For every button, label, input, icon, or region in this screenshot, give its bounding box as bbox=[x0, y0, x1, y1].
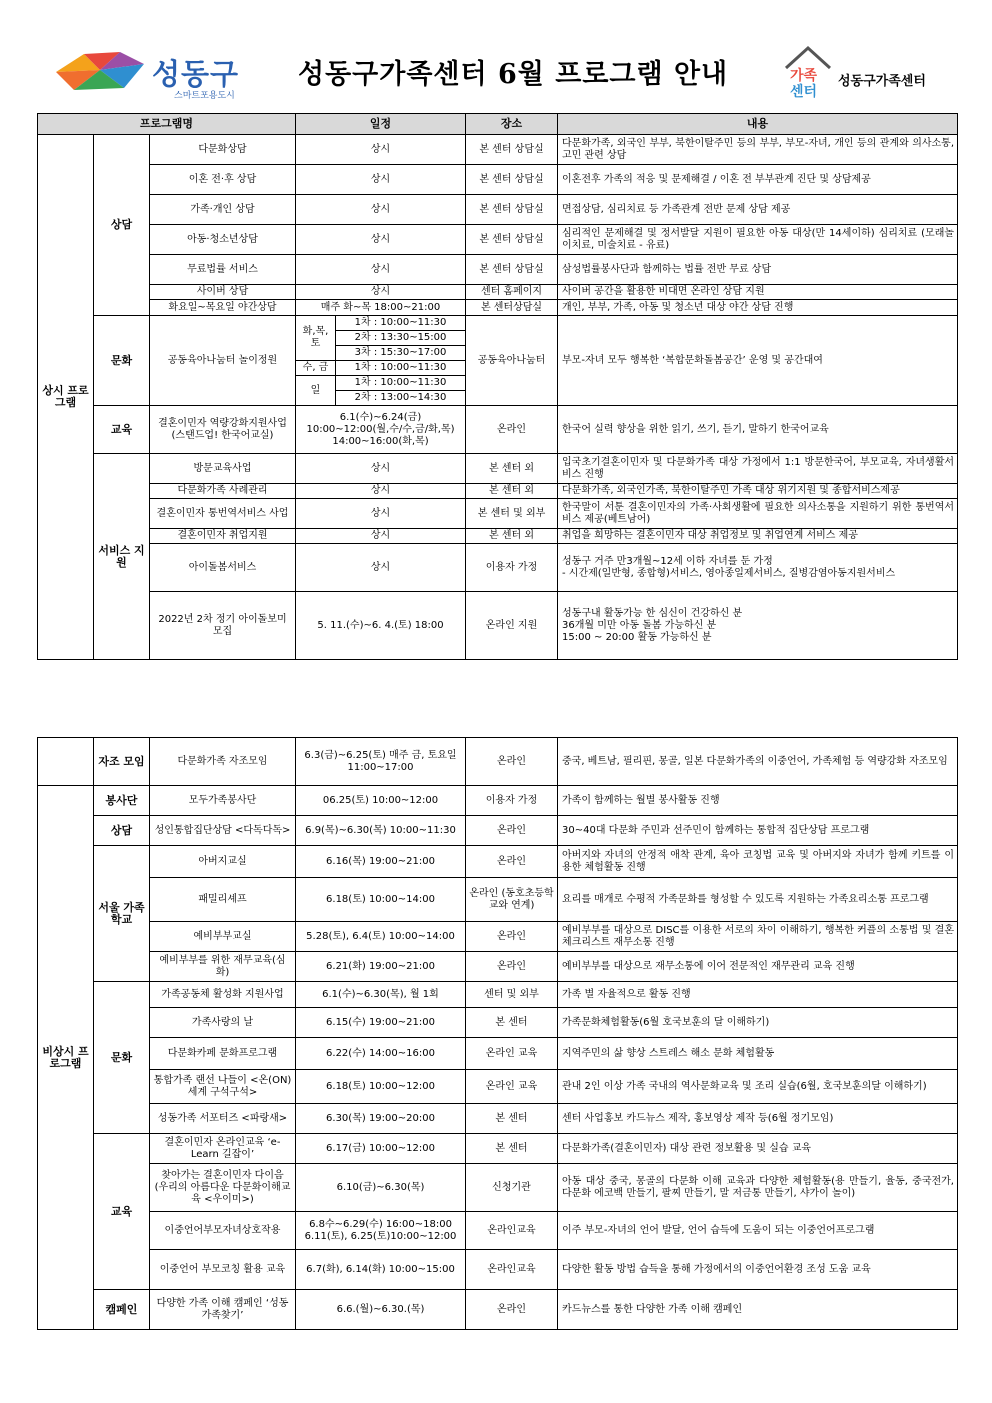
content-line: - 시간제(일반형, 종합형)서비스, 영아종일제서비스, 질병감염아동지원서비스 bbox=[562, 567, 896, 579]
logo-mark-2: 센터 bbox=[790, 84, 818, 100]
schedule-days: 수, 금 bbox=[296, 361, 336, 376]
schedule: 상시 bbox=[296, 499, 466, 529]
schedule: 6.18(토) 10:00~12:00 bbox=[296, 1070, 466, 1104]
table-row bbox=[38, 1250, 958, 1290]
schedule-slot: 2차 : 13:00~14:30 bbox=[336, 391, 466, 406]
schedule: 상시 bbox=[296, 255, 466, 285]
table-row bbox=[38, 285, 958, 300]
table-row bbox=[38, 135, 958, 165]
content-line: 성동구 거주 만3개월~12세 이하 자녀를 둔 가정 bbox=[562, 555, 773, 567]
schedule: 상시 bbox=[296, 225, 466, 255]
place: 본 센터 외 bbox=[466, 529, 558, 544]
content: 관내 2인 이상 가족 국내의 역사문화교육 및 조리 실습(6월, 호국보훈의달 이해하기) bbox=[558, 1070, 958, 1104]
content: 지역주민의 삶 향상 스트레스 해소 문화 체험활동 bbox=[558, 1038, 958, 1070]
content: 중국, 베트남, 필리핀, 몽골, 일본 다문화가족의 이중언어, 가족체험 등 역량강화 자조모임 bbox=[558, 738, 958, 786]
place: 본 센터 bbox=[466, 1134, 558, 1164]
content: 개인, 부부, 가족, 아동 및 청소년 대상 야간 상담 진행 bbox=[558, 300, 958, 316]
category-label: 서비스 지원 bbox=[94, 454, 150, 660]
schedule-slot: 1차 : 10:00~11:30 bbox=[336, 316, 466, 331]
page-header bbox=[0, 0, 992, 110]
content: 30~40대 다문화 주민과 선주민이 함께하는 통합적 집단상담 프로그램 bbox=[558, 816, 958, 846]
schedule: 6.21(화) 19:00~21:00 bbox=[296, 952, 466, 982]
category-label: 자조 모임 bbox=[94, 738, 150, 786]
content-line: 36개월 미만 아동 돌봄 가능하신 분 bbox=[562, 619, 717, 631]
program-name: 찾아가는 결혼이민자 다이음 (우리의 아름다운 다문화이해교육 <우이미>) bbox=[150, 1164, 296, 1212]
schedule: 06.25(토) 10:00~12:00 bbox=[296, 786, 466, 816]
program-name: 방문교육사업 bbox=[150, 454, 296, 484]
table-row bbox=[38, 952, 958, 982]
schedule: 상시 bbox=[296, 544, 466, 592]
place: 이용자 가정 bbox=[466, 544, 558, 592]
schedule-slot: 1차 : 10:00~11:30 bbox=[336, 361, 466, 376]
category-label: 봉사단 bbox=[94, 786, 150, 816]
content: 가족 별 자율적으로 활동 진행 bbox=[558, 982, 958, 1008]
program-name: 통합가족 랜선 나들이 <온(ON)세계 구석구석> bbox=[150, 1070, 296, 1104]
place: 온라인 bbox=[466, 816, 558, 846]
place: 본 센터 상담실 bbox=[466, 255, 558, 285]
seongdong-logo bbox=[54, 50, 304, 100]
table-row bbox=[38, 1038, 958, 1070]
schedule: 6.8수~6.29(수) 16:00~18:00 6.11(토), 6.25(토)10:00~12:00 bbox=[296, 1212, 466, 1250]
table-row bbox=[38, 982, 958, 1008]
logo-name: 성동구 bbox=[152, 57, 240, 91]
schedule: 상시 bbox=[296, 195, 466, 225]
schedule: 6.30(목) 19:00~20:00 bbox=[296, 1104, 466, 1134]
program-name: 성인통합집단상담 <다독다독> bbox=[150, 816, 296, 846]
table-row bbox=[38, 499, 958, 529]
table-row bbox=[38, 225, 958, 255]
place: 본 센터 bbox=[466, 1008, 558, 1038]
table-row bbox=[38, 922, 958, 952]
program-name: 이중언어부모자녀상호작용 bbox=[150, 1212, 296, 1250]
category-label: 교육 bbox=[94, 1134, 150, 1290]
content: 사이버 공간을 활용한 비대면 온라인 상담 지원 bbox=[558, 285, 958, 300]
schedule-days: 화,목,토 bbox=[296, 316, 336, 361]
place: 온라인 교육 bbox=[466, 1070, 558, 1104]
schedule: 6.3(금)~6.25(토) 매주 금, 토요일 11:00~17:00 bbox=[296, 738, 466, 786]
header-schedule: 일정 bbox=[296, 114, 466, 135]
schedule: 6.1(수)~6.30(목), 월 1회 bbox=[296, 982, 466, 1008]
schedule: 6.7(화), 6.14(화) 10:00~15:00 bbox=[296, 1250, 466, 1290]
program-name: 결혼이민자 취업지원 bbox=[150, 529, 296, 544]
table-row bbox=[38, 1008, 958, 1038]
table-row bbox=[38, 529, 958, 544]
table-row bbox=[38, 484, 958, 499]
place: 본 센터 및 외부 bbox=[466, 499, 558, 529]
program-name: 아버지교실 bbox=[150, 846, 296, 878]
logo-mark-1: 가족 bbox=[790, 68, 818, 84]
irregular-program-table bbox=[37, 737, 958, 1330]
place: 본 센터 상담실 bbox=[466, 135, 558, 165]
seongdong-logo-icon bbox=[54, 50, 146, 96]
header-program: 프로그램명 bbox=[38, 114, 296, 135]
program-name: 이중언어 부모코칭 활용 교육 bbox=[150, 1250, 296, 1290]
place: 온라인 bbox=[466, 952, 558, 982]
family-center-name: 성동구가족센터 bbox=[838, 74, 926, 89]
schedule: 상시 bbox=[296, 484, 466, 499]
content: 한국어 실력 향상을 위한 읽기, 쓰기, 듣기, 말하기 한국어교육 bbox=[558, 406, 958, 454]
place: 온라인 bbox=[466, 846, 558, 878]
program-name: 다문화카페 문화프로그램 bbox=[150, 1038, 296, 1070]
place: 본 센터 외 bbox=[466, 454, 558, 484]
schedule: 5.28(토), 6.4(토) 10:00~14:00 bbox=[296, 922, 466, 952]
schedule: 상시 bbox=[296, 454, 466, 484]
table-row bbox=[38, 1164, 958, 1212]
house-icon bbox=[780, 44, 836, 100]
place: 온라인교육 bbox=[466, 1250, 558, 1290]
logo-subtitle: 스마트포용도시 bbox=[174, 91, 235, 101]
place: 본 센터 상담실 bbox=[466, 225, 558, 255]
content: 카드뉴스를 통한 다양한 가족 이해 캠페인 bbox=[558, 1290, 958, 1330]
content: 다문화가족, 외국인가족, 북한이탈주민 가족 대상 위기지원 및 종합서비스제공 bbox=[558, 484, 958, 499]
content: 삼성법률봉사단과 함께하는 법률 전반 무료 상담 bbox=[558, 255, 958, 285]
section-blank bbox=[38, 738, 94, 786]
schedule: 6.15(수) 19:00~21:00 bbox=[296, 1008, 466, 1038]
page-title: 성동구가족센터 6월 프로그램 안내 bbox=[298, 59, 729, 90]
content: 센터 사업홍보 카드뉴스 제작, 홍보영상 제작 등(6월 정기모임) bbox=[558, 1104, 958, 1134]
content: 다문화가족(결혼이민자) 대상 관련 정보활용 및 실습 교육 bbox=[558, 1134, 958, 1164]
schedule-slot: 3차 : 15:30~17:00 bbox=[336, 346, 466, 361]
place: 본 센터 외 bbox=[466, 484, 558, 499]
place: 이용자 가정 bbox=[466, 786, 558, 816]
program-name: 다문화가족 자조모임 bbox=[150, 738, 296, 786]
table-row bbox=[38, 1104, 958, 1134]
place: 센터 및 외부 bbox=[466, 982, 558, 1008]
table-row bbox=[38, 195, 958, 225]
table-row bbox=[38, 1070, 958, 1104]
place: 온라인교육 bbox=[466, 1212, 558, 1250]
program-name: 사이버 상담 bbox=[150, 285, 296, 300]
content-line: 15:00 ~ 20:00 활동 가능하신 분 bbox=[562, 631, 712, 643]
table-row bbox=[38, 316, 958, 331]
program-name: 이혼 전·후 상담 bbox=[150, 165, 296, 195]
program-name: 아이돌봄서비스 bbox=[150, 544, 296, 592]
program-name: 다양한 가족 이해 캠페인 ‘성동가족찾기’ bbox=[150, 1290, 296, 1330]
program-name: 예비부부교실 bbox=[150, 922, 296, 952]
program-name: 예비부부를 위한 재무교육(심화) bbox=[150, 952, 296, 982]
table-row bbox=[38, 816, 958, 846]
content: 이혼전후 가족의 적응 및 문제해결 / 이혼 전 부부관계 진단 및 상담제공 bbox=[558, 165, 958, 195]
schedule: 6.9(목)~6.30(목) 10:00~11:30 bbox=[296, 816, 466, 846]
program-name: 가족공동체 활성화 지원사업 bbox=[150, 982, 296, 1008]
program-name: 모두가족봉사단 bbox=[150, 786, 296, 816]
category-label: 문화 bbox=[94, 316, 150, 406]
place: 공동육아나눔터 bbox=[466, 316, 558, 406]
place: 신청기관 bbox=[466, 1164, 558, 1212]
section-label: 비상시 프로그램 bbox=[38, 786, 94, 1330]
program-name: 가족·개인 상담 bbox=[150, 195, 296, 225]
schedule: 매주 화~목 18:00~21:00 bbox=[296, 300, 466, 316]
schedule: 6.10(금)~6.30(목) bbox=[296, 1164, 466, 1212]
place: 온라인 bbox=[466, 922, 558, 952]
regular-program-table bbox=[37, 113, 958, 660]
program-name: 공동육아나눔터 놀이정원 bbox=[150, 316, 296, 406]
category-label: 문화 bbox=[94, 982, 150, 1134]
program-name: 결혼이민자 통번역서비스 사업 bbox=[150, 499, 296, 529]
program-name: 아동·청소년상담 bbox=[150, 225, 296, 255]
program-name: 결혼이민자 역량강화지원사업 (스탠드업! 한국어교실) bbox=[150, 406, 296, 454]
table-row bbox=[38, 165, 958, 195]
header-content: 내용 bbox=[558, 114, 958, 135]
place: 온라인 bbox=[466, 406, 558, 454]
program-name: 2022년 2차 정기 아이돌보미 모집 bbox=[150, 592, 296, 660]
place: 온라인 지원 bbox=[466, 592, 558, 660]
place: 본 센터상담실 bbox=[466, 300, 558, 316]
section-label: 상시 프로그램 bbox=[38, 135, 94, 660]
content: 다양한 활동 방법 습득을 통해 가정에서의 이중언어환경 조성 도움 교육 bbox=[558, 1250, 958, 1290]
table-row bbox=[38, 255, 958, 285]
table-row bbox=[38, 300, 958, 316]
content: 예비부부를 대상으로 DISC를 이용한 서로의 차이 이해하기, 행복한 커플의 소통법 및 결혼 체크리스트 재무소통 진행 bbox=[558, 922, 958, 952]
place: 센터 홈페이지 bbox=[466, 285, 558, 300]
schedule-slot: 1차 : 10:00~11:30 bbox=[336, 376, 466, 391]
place: 본 센터 상담실 bbox=[466, 195, 558, 225]
category-label: 서울 가족학교 bbox=[94, 846, 150, 982]
table-row bbox=[38, 786, 958, 816]
program-name: 패밀리셰프 bbox=[150, 878, 296, 922]
header-place: 장소 bbox=[466, 114, 558, 135]
content: 한국말이 서툰 결혼이민자의 가족·사회생활에 필요한 의사소통을 지원하기 위한 통번역서비스 제공(베트남어) bbox=[558, 499, 958, 529]
schedule: 6.22(수) 14:00~16:00 bbox=[296, 1038, 466, 1070]
table-row bbox=[38, 406, 958, 454]
content bbox=[558, 592, 958, 660]
program-name: 가족사랑의 날 bbox=[150, 1008, 296, 1038]
family-center-logo bbox=[780, 44, 960, 100]
table-row bbox=[38, 738, 958, 786]
schedule-slot: 2차 : 13:30~15:00 bbox=[336, 331, 466, 346]
schedule: 6.18(토) 10:00~14:00 bbox=[296, 878, 466, 922]
content: 면접상담, 심리치료 등 가족관계 전반 문제 상담 제공 bbox=[558, 195, 958, 225]
schedule: 상시 bbox=[296, 529, 466, 544]
table-header-row bbox=[38, 114, 958, 135]
program-name: 무료법률 서비스 bbox=[150, 255, 296, 285]
content: 아버지와 자녀의 안정적 애착 관계, 육아 코칭법 교육 및 아버지와 자녀가 함께 키트를 이용한 체험활동 진행 bbox=[558, 846, 958, 878]
place: 본 센터 상담실 bbox=[466, 165, 558, 195]
table-row bbox=[38, 1212, 958, 1250]
category-label: 상담 bbox=[94, 816, 150, 846]
content: 아동 대상 중국, 몽골의 다문화 이해 교육과 다양한 체험활동(용 만들기, 율동, 중국전가, 다문화 에코백 만들기, 팔찌 만들기, 말 저금통 만들기, 샤가이 놀이) bbox=[558, 1164, 958, 1212]
content: 이주 부모-자녀의 언어 발달, 언어 습득에 도움이 되는 이중언어프로그램 bbox=[558, 1212, 958, 1250]
schedule: 5. 11.(수)~6. 4.(토) 18:00 bbox=[296, 592, 466, 660]
content: 부모-자녀 모두 행복한 ‘복합문화돌봄공간’ 운영 및 공간대여 bbox=[558, 316, 958, 406]
content: 예비부부를 대상으로 재무소통에 이어 전문적인 재무관리 교육 진행 bbox=[558, 952, 958, 982]
schedule-days: 일 bbox=[296, 376, 336, 406]
program-name: 성동가족 서포터즈 <파랑새> bbox=[150, 1104, 296, 1134]
schedule: 6.16(목) 19:00~21:00 bbox=[296, 846, 466, 878]
schedule: 상시 bbox=[296, 135, 466, 165]
table-row bbox=[38, 846, 958, 878]
table-row bbox=[38, 1134, 958, 1164]
category-label: 교육 bbox=[94, 406, 150, 454]
table-row bbox=[38, 878, 958, 922]
content: 다문화가족, 외국인 부부, 북한이탈주민 등의 부부, 부모-자녀, 개인 등의 관계와 의사소통, 고민 관련 상담 bbox=[558, 135, 958, 165]
table-row bbox=[38, 544, 958, 592]
content: 가족이 함께하는 월별 봉사활동 진행 bbox=[558, 786, 958, 816]
content-line: 성동구내 활동가능 한 심신이 건강하신 분 bbox=[562, 607, 743, 619]
content: 입국초기결혼이민자 및 다문화가족 대상 가정에서 1:1 방문한국어, 부모교육, 자녀생활서비스 진행 bbox=[558, 454, 958, 484]
program-name: 화요일~목요일 야간상담 bbox=[150, 300, 296, 316]
program-name: 다문화상담 bbox=[150, 135, 296, 165]
place: 본 센터 bbox=[466, 1104, 558, 1134]
place: 온라인 bbox=[466, 1290, 558, 1330]
category-label: 상담 bbox=[94, 135, 150, 316]
place: 온라인 bbox=[466, 738, 558, 786]
table-row bbox=[38, 454, 958, 484]
content: 심리적인 문제해결 및 정서발달 지원이 필요한 아동 대상(만 14세이하) 심리치료 (모래놀이치료, 미술치료 - 유료) bbox=[558, 225, 958, 255]
place: 온라인 교육 bbox=[466, 1038, 558, 1070]
schedule: 상시 bbox=[296, 285, 466, 300]
schedule: 6.1(수)~6.24(금) 10:00~12:00(월,수/수,금/화,목) 14:00~16:00(화,목) bbox=[296, 406, 466, 454]
table-row bbox=[38, 592, 958, 660]
schedule: 상시 bbox=[296, 165, 466, 195]
content: 요리를 매개로 수평적 가족문화를 형성할 수 있도록 지원하는 가족요리소통 프로그램 bbox=[558, 878, 958, 922]
content: 가족문화체험활동(6월 호국보훈의 달 이해하기) bbox=[558, 1008, 958, 1038]
category-label: 캠페인 bbox=[94, 1290, 150, 1330]
content: 취업을 희망하는 결혼이민자 대상 취업정보 및 취업연계 서비스 제공 bbox=[558, 529, 958, 544]
table-row bbox=[38, 1290, 958, 1330]
program-name: 결혼이민자 온라인교육 ‘e-Learn 길잡이’ bbox=[150, 1134, 296, 1164]
schedule: 6.6.(월)~6.30.(목) bbox=[296, 1290, 466, 1330]
program-name: 다문화가족 사례관리 bbox=[150, 484, 296, 499]
place: 온라인 (동호초등학교와 연계) bbox=[466, 878, 558, 922]
schedule: 6.17(금) 10:00~12:00 bbox=[296, 1134, 466, 1164]
content bbox=[558, 544, 958, 592]
